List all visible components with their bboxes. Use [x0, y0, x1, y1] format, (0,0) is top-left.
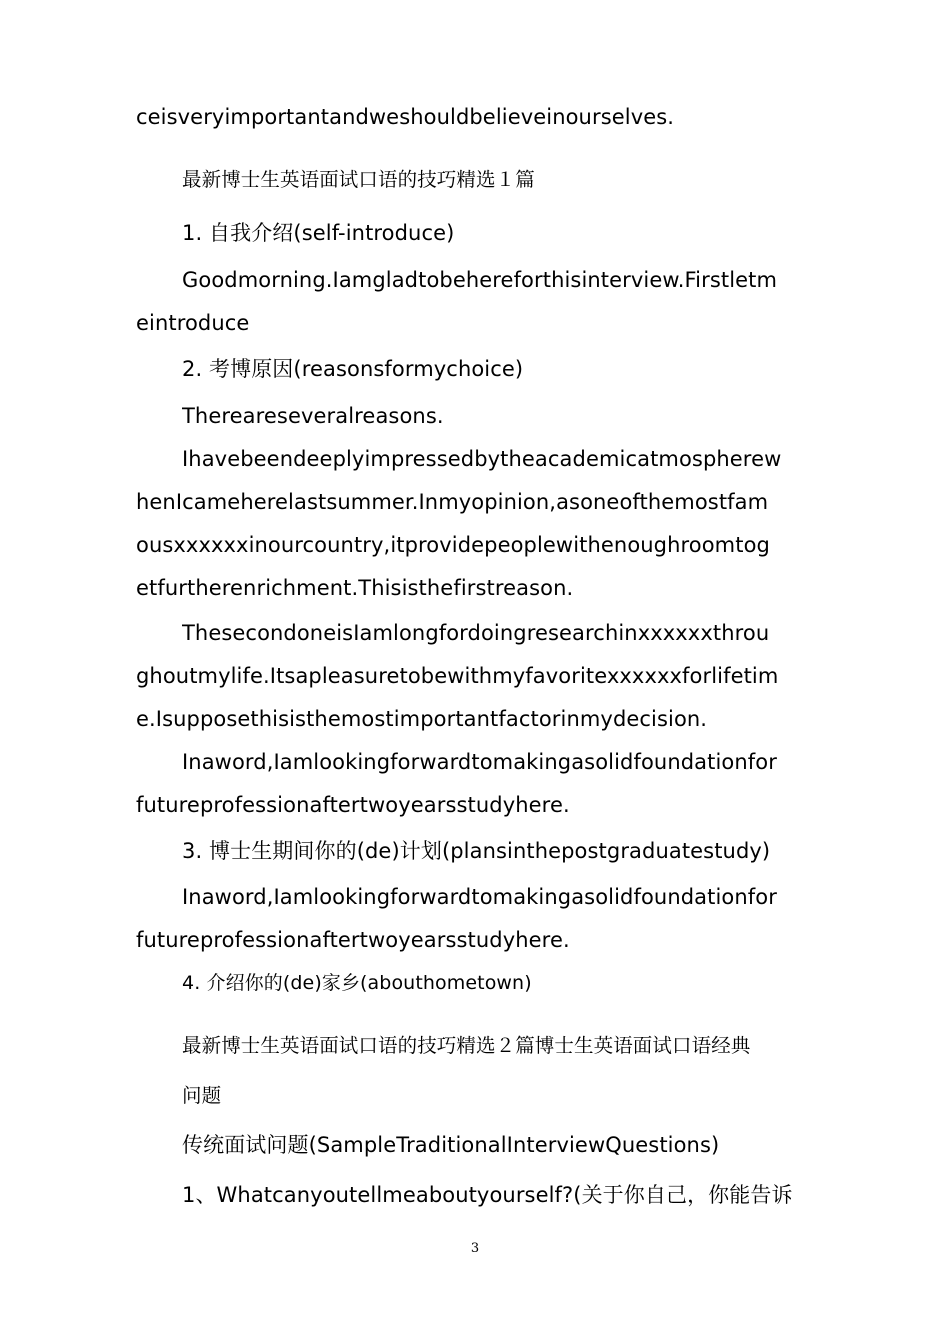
text-line: Thereareseveralreasons. [182, 404, 444, 428]
section-heading: 最新博士生英语面试口语的技巧精选２篇博士生英语面试口语经典 [182, 1034, 751, 1057]
list-item: 1. 自我介绍(self-introduce) [182, 221, 455, 245]
text-line: futureprofessionaftertwoyearsstudyhere. [136, 928, 570, 952]
text-line: e.Isupposethisisthemostimportantfactorinmydecision. [136, 707, 708, 731]
text-line: ThesecondoneisIamlongfordoingresearchinxxxxxxthrou [182, 621, 770, 645]
text-line: etfurtherenrichment.Thisisthefirstreason. [136, 576, 574, 600]
text-line: ousxxxxxxinourcountry,itprovidepeoplewithenoughroomtog [136, 533, 770, 557]
text-line: futureprofessionaftertwoyearsstudyhere. [136, 793, 570, 817]
list-item: 1、Whatcanyoutellmeaboutyourself?(关于你自己，你能告诉 [182, 1183, 793, 1207]
list-item: 4. 介绍你的(de)家乡(abouthometown) [182, 972, 532, 994]
text-line: ghoutmylife.Itsapleasuretobewithmyfavoritexxxxxxforlifetim [136, 664, 779, 688]
text-line: henIcameherelastsummer.Inmyopinion,asoneofthemostfam [136, 490, 769, 514]
text-line: Inaword,Iamlookingforwardtomakingasolidfoundationfor [182, 885, 777, 909]
section-heading: 最新博士生英语面试口语的技巧精选１篇 [182, 168, 535, 191]
text-line: 传统面试问题(SampleTraditionalInterviewQuestions) [182, 1133, 720, 1157]
text-line: eintroduce [136, 311, 250, 335]
list-item: 3. 博士生期间你的(de)计划(plansinthepostgraduatestudy) [182, 839, 771, 863]
text-line: Goodmorning.Iamgladtobehereforthisinterview.Firstletm [182, 268, 778, 292]
text-line: Ihavebeendeeplyimpressedbytheacademicatmospherew [182, 447, 782, 471]
page-number: 3 [470, 1241, 480, 1256]
text-line: ceisveryimportantandweshouldbelieveinourselves. [136, 105, 675, 129]
list-item: 2. 考博原因(reasonsformychoice) [182, 357, 524, 381]
section-heading: 问题 [182, 1084, 222, 1107]
text-line: Inaword,Iamlookingforwardtomakingasolidfoundationfor [182, 750, 777, 774]
